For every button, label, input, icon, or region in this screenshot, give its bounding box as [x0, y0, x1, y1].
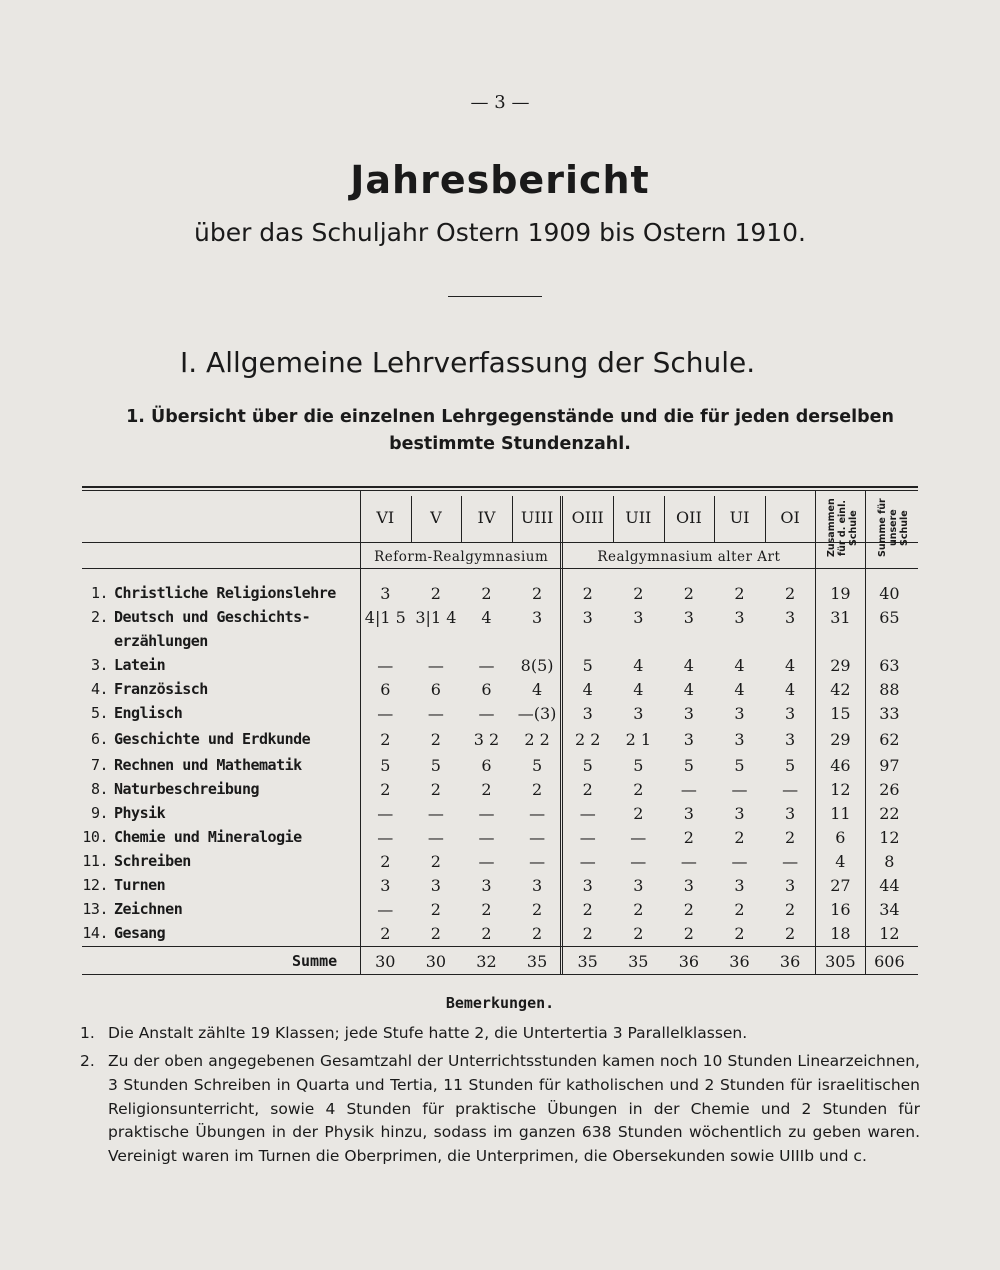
subject-name: Schreiben	[114, 852, 191, 870]
row-total: 29	[830, 730, 851, 749]
total-header-all: Summe für unsere Schule	[877, 498, 911, 558]
table-cell: —	[579, 828, 596, 847]
table-cell: 3	[683, 704, 694, 723]
table-cell: 5	[734, 756, 745, 775]
table-cell: 6	[481, 756, 492, 775]
table-cell: 3	[785, 608, 796, 627]
table-cell: 2	[532, 780, 543, 799]
table-cell: 2	[633, 900, 644, 919]
table-cell: 2	[734, 924, 745, 943]
column-header: UI	[729, 508, 750, 527]
table-cell: —	[680, 780, 697, 799]
table-cell: —	[377, 704, 394, 723]
table-cell: 2	[430, 924, 441, 943]
row-total-all: 97	[879, 756, 900, 775]
table-row-label	[82, 804, 352, 822]
table-cell: 2	[430, 730, 441, 749]
table-cell: 2	[683, 900, 694, 919]
table-row-label	[82, 680, 352, 698]
page-subtitle: über das Schuljahr Ostern 1909 bis Ostern 1910.	[193, 218, 807, 247]
table-cell: 2	[582, 900, 593, 919]
row-total-all: 65	[879, 608, 900, 627]
total-header-school: Zusammen für d. einl. Schule	[826, 498, 860, 558]
table-cell: 3	[785, 704, 796, 723]
table-row-label	[82, 780, 352, 798]
remark-item	[80, 1050, 920, 1169]
row-total: 15	[830, 704, 851, 723]
subject-name: Geschichte und Erdkunde	[114, 730, 311, 748]
remarks-title: Bemerkungen.	[445, 994, 555, 1012]
table-cell: 2	[481, 584, 492, 603]
table-cell: —	[478, 852, 495, 871]
subject-name: Christliche Religionslehre	[114, 584, 336, 602]
remark-text: Zu der oben angegebenen Gesamtzahl der Unterrichtsstunden kamen noch 10 Stunden Linearzeichnen, 3 Stunden Schreiben in Quarta und Tertia, 11 Stunden für katholischen und 2 Stunden für israelitischen Religionsunterricht, sowie 4 Stunden für praktische Übungen in der Chemie und 2 Stunden für praktische Übungen in der Physik hinzu, sodass im ganzen 638 Stunden wöchentlich zu geben waren. Vereinigt waren im Turnen die Oberprimen, die Unterprimen, die Obersekunden sowie UIIIb und c.	[108, 1052, 920, 1166]
table-cell: 2	[481, 924, 492, 943]
row-number: 13.	[82, 900, 108, 918]
table-cell: —(3)	[517, 704, 557, 723]
sum-cell: 35	[526, 952, 548, 971]
table-cell: 3	[785, 876, 796, 895]
table-cell: —	[630, 828, 647, 847]
table-cell: 4	[481, 608, 492, 627]
table-cell: 2	[582, 584, 593, 603]
table-row-label	[82, 876, 352, 894]
row-total: 19	[830, 584, 851, 603]
subject-name: Naturbeschreibung	[114, 780, 260, 798]
sum-total: 305	[825, 952, 856, 971]
subject-name: Physik	[114, 804, 166, 822]
row-total: 42	[830, 680, 851, 699]
row-total: 29	[830, 656, 851, 675]
table-rule	[82, 490, 918, 491]
row-total: 11	[830, 804, 851, 823]
table-cell: —	[529, 828, 546, 847]
sum-cell: 36	[729, 952, 750, 971]
table-cell: 6	[380, 680, 391, 699]
row-total-all: 34	[879, 900, 900, 919]
table-cell: 3	[380, 584, 391, 603]
table-cell: 2	[683, 924, 694, 943]
table-cell: 3	[734, 730, 745, 749]
table-cell: 4	[683, 680, 694, 699]
sum-cell: 32	[476, 952, 497, 971]
table-cell: —	[427, 804, 444, 823]
row-number: 6.	[90, 730, 108, 748]
row-total-all: 40	[879, 584, 900, 603]
subsection-heading: 1. Übersicht über die einzelnen Lehrgegenstände und die für jeden derselben bestimmte Stundenzahl.	[126, 407, 894, 454]
row-number: 9.	[90, 804, 108, 822]
column-header: V	[430, 508, 442, 527]
table-cell: 2	[582, 924, 593, 943]
sum-total-all: 606	[874, 952, 905, 971]
row-number: 3.	[90, 656, 108, 674]
table-cell: 2	[734, 828, 745, 847]
table-row-label-continued: erzählungen	[114, 632, 208, 650]
table-row-label	[82, 924, 352, 942]
table-cell: —	[731, 780, 748, 799]
row-total: 12	[830, 780, 851, 799]
table-cell: 2	[633, 584, 644, 603]
table-cell: 2	[633, 780, 644, 799]
table-cell: 2	[380, 852, 391, 871]
column-header: OI	[780, 508, 800, 527]
table-cell: 5	[582, 756, 593, 775]
column-header: VI	[376, 508, 395, 527]
table-cell: 3 2	[473, 730, 500, 749]
table-cell: 2	[481, 900, 492, 919]
table-cell: —	[579, 804, 596, 823]
row-number: 1.	[90, 584, 108, 602]
table-cell: 2	[430, 780, 441, 799]
column-header: UIII	[520, 508, 554, 527]
row-number: 8.	[90, 780, 108, 798]
table-cell: 2	[785, 828, 796, 847]
sum-cell: 36	[678, 952, 700, 971]
table-cell: 4	[633, 680, 644, 699]
table-cell: 2	[430, 852, 441, 871]
table-cell: 5	[785, 756, 796, 775]
table-cell: 4	[532, 680, 543, 699]
table-cell: 2	[430, 584, 441, 603]
table-cell: 4|1 5	[364, 608, 406, 627]
table-cell: 3	[582, 704, 593, 723]
subject-name: Gesang	[114, 924, 166, 942]
table-cell: 2	[481, 780, 492, 799]
table-cell: 2	[532, 584, 543, 603]
row-total-all: 8	[884, 852, 895, 871]
table-cell: 3	[683, 804, 694, 823]
table-cell: 3	[785, 730, 796, 749]
table-cell: 6	[430, 680, 441, 699]
subject-name: Deutsch und Geschichts-	[114, 608, 311, 626]
table-cell: —	[529, 852, 546, 871]
table-cell: 2	[785, 924, 796, 943]
table-row-label	[82, 828, 352, 846]
table-cell: 5	[430, 756, 441, 775]
table-cell: 3	[430, 876, 441, 895]
row-total-all: 88	[879, 680, 900, 699]
row-total: 4	[835, 852, 846, 871]
section-heading: I. Allgemeine Lehrverfassung der Schule.	[180, 346, 756, 379]
page-title: Jahresbericht	[350, 158, 650, 202]
table-row-label	[82, 656, 352, 674]
table-cell: 2	[785, 584, 796, 603]
table-cell: 3	[683, 608, 694, 627]
column-header: UII	[625, 508, 652, 527]
table-cell: —	[427, 828, 444, 847]
table-cell: —	[478, 804, 495, 823]
table-rule	[82, 486, 918, 488]
page-number: — 3 —	[470, 92, 530, 113]
table-cell: —	[377, 828, 394, 847]
table-cell: 2	[380, 780, 391, 799]
group-header: Reform-Realgymnasium	[374, 549, 549, 565]
table-cell: 2 1	[625, 730, 652, 749]
row-total-all: 12	[879, 828, 900, 847]
table-cell: 5	[683, 756, 694, 775]
remark-item	[80, 1022, 920, 1046]
table-cell: 3	[633, 608, 644, 627]
table-cell: 2	[734, 584, 745, 603]
table-cell: 3	[734, 608, 745, 627]
table-cell: —	[377, 900, 394, 919]
subject-name: Französisch	[114, 680, 208, 698]
row-total: 31	[830, 608, 851, 627]
table-rule	[82, 974, 918, 975]
table-cell: 4	[785, 656, 796, 675]
table-cell: 3	[633, 704, 644, 723]
row-number: 4.	[90, 680, 108, 698]
table-cell: 3	[532, 876, 543, 895]
table-row-label	[82, 756, 352, 774]
table-cell: 3	[633, 876, 644, 895]
table-cell: 2	[380, 924, 391, 943]
row-number: 12.	[82, 876, 108, 894]
row-total: 6	[835, 828, 846, 847]
table-row-label	[82, 704, 352, 722]
group-header: Realgymnasium alter Art	[597, 549, 781, 565]
subject-name: Chemie und Mineralogie	[114, 828, 302, 846]
sum-cell: 30	[375, 952, 396, 971]
table-row-label	[82, 900, 352, 918]
subject-name: Rechnen und Mathematik	[114, 756, 302, 774]
row-total-all: 12	[879, 924, 900, 943]
table-cell: —	[782, 780, 799, 799]
table-cell: 2	[734, 900, 745, 919]
sum-cell: 36	[779, 952, 801, 971]
remark-number: 2.	[80, 1052, 95, 1070]
table-cell: 3|1 4	[415, 608, 457, 627]
row-total-all: 33	[879, 704, 900, 723]
column-header: IV	[477, 508, 496, 527]
table-cell: —	[680, 852, 697, 871]
table-cell: 4	[582, 680, 593, 699]
table-cell: 5	[633, 756, 644, 775]
row-total: 16	[830, 900, 851, 919]
table-cell: 3	[532, 608, 543, 627]
table-cell: 3	[734, 876, 745, 895]
table-cell: 8(5)	[520, 656, 554, 675]
table-cell: 4	[683, 656, 694, 675]
row-number: 10.	[82, 828, 108, 846]
table-rule	[82, 568, 918, 569]
row-total: 27	[830, 876, 851, 895]
table-cell: 3	[683, 876, 694, 895]
table-cell: —	[731, 852, 748, 871]
row-total-all: 63	[879, 656, 900, 675]
divider	[448, 296, 542, 297]
row-number: 2.	[90, 608, 108, 626]
table-cell: —	[478, 704, 495, 723]
table-cell: 3	[481, 876, 492, 895]
table-cell: 2	[582, 780, 593, 799]
table-cell: —	[579, 852, 596, 871]
row-number: 14.	[82, 924, 108, 942]
subject-name: Englisch	[114, 704, 183, 722]
table-cell: 2	[380, 730, 391, 749]
table-cell: 3	[734, 704, 745, 723]
table-cell: 2	[683, 828, 694, 847]
row-number: 11.	[82, 852, 108, 870]
table-cell: 4	[633, 656, 644, 675]
subject-name: Latein	[114, 656, 166, 674]
sum-cell: 30	[425, 952, 447, 971]
row-number: 7.	[90, 756, 108, 774]
table-cell: —	[427, 704, 444, 723]
subject-name: Turnen	[114, 876, 166, 894]
table-rule	[82, 542, 918, 543]
row-total: 18	[830, 924, 851, 943]
sum-cell: 35	[577, 952, 598, 971]
sum-label: Summe	[292, 952, 338, 970]
table-cell: 3	[734, 804, 745, 823]
table-row-label	[82, 608, 352, 626]
table-cell: 2	[633, 924, 644, 943]
table-cell: 3	[785, 804, 796, 823]
table-cell: 2	[785, 900, 796, 919]
row-total-all: 26	[879, 780, 900, 799]
column-header: OIII	[571, 508, 604, 527]
remark-text: Die Anstalt zählte 19 Klassen; jede Stufe hatte 2, die Untertertia 3 Parallelklassen.	[108, 1024, 748, 1042]
remark-number: 1.	[80, 1024, 95, 1042]
table-cell: —	[377, 804, 394, 823]
sum-cell: 35	[628, 952, 649, 971]
table-cell: 4	[785, 680, 796, 699]
table-cell: —	[630, 852, 647, 871]
table-row-label	[82, 730, 352, 748]
table-cell: 2 2	[574, 730, 601, 749]
table-cell: 4	[734, 656, 745, 675]
table-cell: 5	[380, 756, 391, 775]
table-cell: —	[427, 656, 444, 675]
table-row-label	[82, 584, 352, 602]
table-cell: 2 2	[524, 730, 550, 749]
table-cell: —	[782, 852, 799, 871]
table-cell: 6	[481, 680, 492, 699]
table-cell: 3	[582, 608, 593, 627]
table-cell: 2	[633, 804, 644, 823]
table-cell: 5	[582, 656, 593, 675]
table-cell: 3	[683, 730, 694, 749]
table-cell: 2	[532, 924, 543, 943]
lessons-table	[82, 486, 918, 974]
subject-name: Zeichnen	[114, 900, 183, 918]
table-rule	[82, 946, 918, 947]
table-cell: —	[478, 656, 495, 675]
table-cell: —	[478, 828, 495, 847]
table-row-label	[82, 852, 352, 870]
table-cell: 5	[532, 756, 543, 775]
column-header: OII	[676, 508, 702, 527]
row-number: 5.	[90, 704, 108, 722]
table-cell: 2	[430, 900, 441, 919]
table-cell: 3	[380, 876, 391, 895]
row-total: 46	[830, 756, 851, 775]
table-cell: 3	[582, 876, 593, 895]
table-cell: 2	[532, 900, 543, 919]
table-cell: —	[377, 656, 394, 675]
table-cell: 2	[683, 584, 694, 603]
table-cell: —	[529, 804, 546, 823]
row-total-all: 62	[879, 730, 900, 749]
row-total-all: 22	[879, 804, 900, 823]
table-cell: 4	[734, 680, 745, 699]
row-total-all: 44	[879, 876, 900, 895]
